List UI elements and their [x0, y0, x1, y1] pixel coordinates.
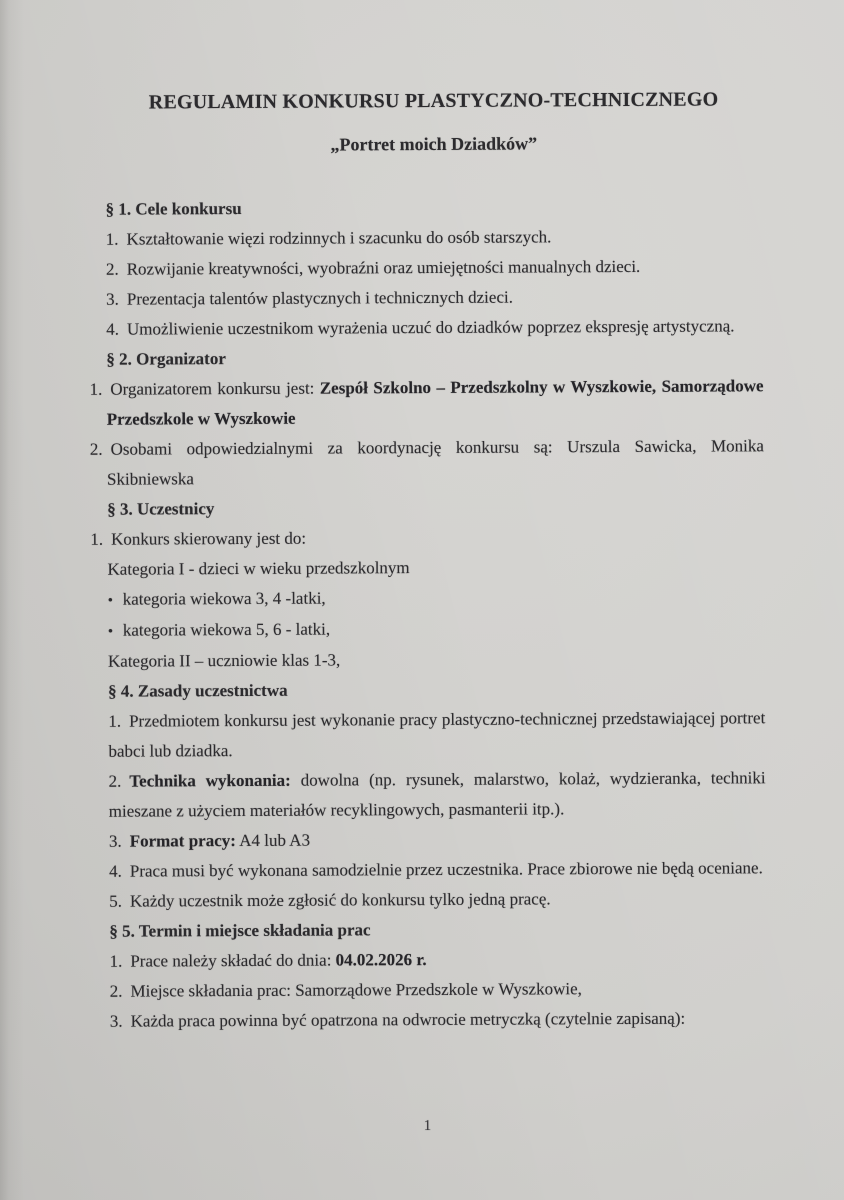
bullet-icon: •	[107, 592, 113, 609]
list-item-text: dowolna (np. rysunek, malarstwo, kolaż, wydzieranka, techniki mieszane z użyciem materiałów recyklingowych, pasmanterii itp.).	[108, 768, 766, 821]
section-4-zasady-uczestnictwa	[108, 673, 766, 916]
section-5-termin-i-miejsce	[109, 913, 767, 1036]
section-1-cele-konkursu	[106, 191, 764, 344]
list-item-number: 3.	[108, 831, 122, 851]
bullet-item	[108, 612, 765, 646]
list-item-text: Rozwijanie kreatywności, wyobraźni oraz umiejętności manualnych dzieci.	[126, 256, 641, 279]
list-item-number: 2.	[108, 771, 122, 791]
list-item-text: A4 lub A3	[235, 830, 311, 851]
list-item-text: Praca musi być wykonana samodzielnie przez uczestnika. Prace zbiorowe nie będą oceniane.	[129, 858, 763, 881]
list-item-text: Każdy uczestnik może zgłosić do konkursu tylko jedną pracę.	[129, 889, 551, 911]
list-item	[89, 431, 764, 494]
bullet-item-text: kategoria wiekowa 5, 6 - latki,	[122, 619, 331, 640]
list-item-number: 2.	[89, 439, 103, 459]
page-number: 1	[423, 1118, 432, 1135]
list-item-number: 3.	[109, 1011, 123, 1031]
list-item-number: 1.	[108, 711, 122, 731]
bullet-item	[108, 581, 765, 615]
deadline-date-bold: 04.02.2026 r.	[335, 950, 427, 970]
list-item-text: Miejsce składania prac: Samorządowe Przedszkole w Wyszkowie,	[130, 979, 582, 1001]
category-line: Kategoria II – uczniowie klas 1-3,	[107, 650, 341, 671]
list-item	[110, 973, 767, 1006]
section-2-organizator	[89, 341, 764, 494]
list-item	[106, 251, 763, 284]
section-2-heading: § 2. Organizator	[106, 349, 226, 369]
list-item-text: Umożliwienie uczestnikom wyrażenia uczuć do dziadków poprzez ekspresję artystyczną.	[126, 316, 735, 339]
list-item-text: Kształtowanie więzi rodzinnych i szacunku do osób starszych.	[126, 227, 552, 249]
list-item	[106, 221, 763, 254]
list-item	[110, 1003, 767, 1036]
section-5-heading: § 5. Termin i miejsce składania prac	[109, 920, 371, 941]
document-subtitle: „Portret moich Dziadków”	[330, 133, 538, 155]
list-item-text: Organizatorem konkursu jest:	[110, 378, 320, 399]
list-item	[109, 823, 766, 856]
list-item	[109, 763, 766, 826]
organizer-name-bold: Zespół Szkolno – Przedszkolny w Wyszkowie, Samorządowe Przedszkole w Wyszkowie	[106, 376, 764, 429]
list-item	[89, 371, 764, 434]
bullet-icon: •	[107, 623, 114, 640]
section-3-uczestnicy	[90, 491, 765, 676]
section-4-heading: § 4. Zasady uczestnictwa	[108, 680, 288, 701]
list-item-number: 5.	[109, 891, 123, 911]
section-3-heading: § 3. Uczestnicy	[107, 499, 215, 519]
document-title: REGULAMIN KONKURSU PLASTYCZNO-TECHNICZNEGO	[148, 88, 719, 114]
list-item-text: Każda praca powinna być opatrzona na odwrocie metryczką (czytelnie zapisaną):	[130, 1008, 686, 1031]
list-item	[106, 281, 763, 314]
list-item-text: Prezentacja talentów plastycznych i technicznych dzieci.	[126, 287, 513, 309]
technika-label-bold: Technika wykonania:	[129, 770, 291, 791]
category-line: Kategoria I - dzieci w wieku przedszkolnym	[107, 558, 410, 579]
bullet-item-text: kategoria wiekowa 3, 4 -latki,	[122, 588, 326, 609]
list-item-number: 2.	[105, 259, 119, 279]
list-item-text: Konkurs skierowany jest do:	[111, 528, 307, 549]
list-item-number: 3.	[106, 289, 119, 309]
list-item-number: 4.	[109, 861, 122, 881]
list-item	[109, 883, 766, 916]
list-item-number: 1.	[109, 951, 123, 971]
list-item-text: Prace należy składać do dnia:	[130, 950, 336, 971]
list-item-number: 2.	[109, 981, 123, 1001]
list-item	[106, 311, 763, 344]
list-item-number: 1.	[90, 529, 104, 549]
list-item-text: Przedmiotem konkursu jest wykonanie pracy plastyczno-technicznej przedstawiającej portret babci lub dziadka.	[108, 708, 766, 761]
list-item	[109, 853, 766, 886]
list-item	[108, 703, 765, 766]
list-item-number: 1.	[105, 229, 119, 249]
list-item-number: 4.	[106, 319, 120, 339]
list-item-number: 1.	[89, 379, 103, 399]
format-label-bold: Format pracy:	[129, 831, 236, 851]
list-item-text: Osobami odpowiedzialnymi za koordynację konkursu są: Urszula Sawicka, Monika Skibniewska	[106, 436, 764, 489]
list-item	[90, 521, 764, 554]
list-item	[109, 943, 766, 976]
document-body	[89, 191, 767, 1036]
section-1-heading: § 1. Cele konkursu	[105, 198, 242, 219]
